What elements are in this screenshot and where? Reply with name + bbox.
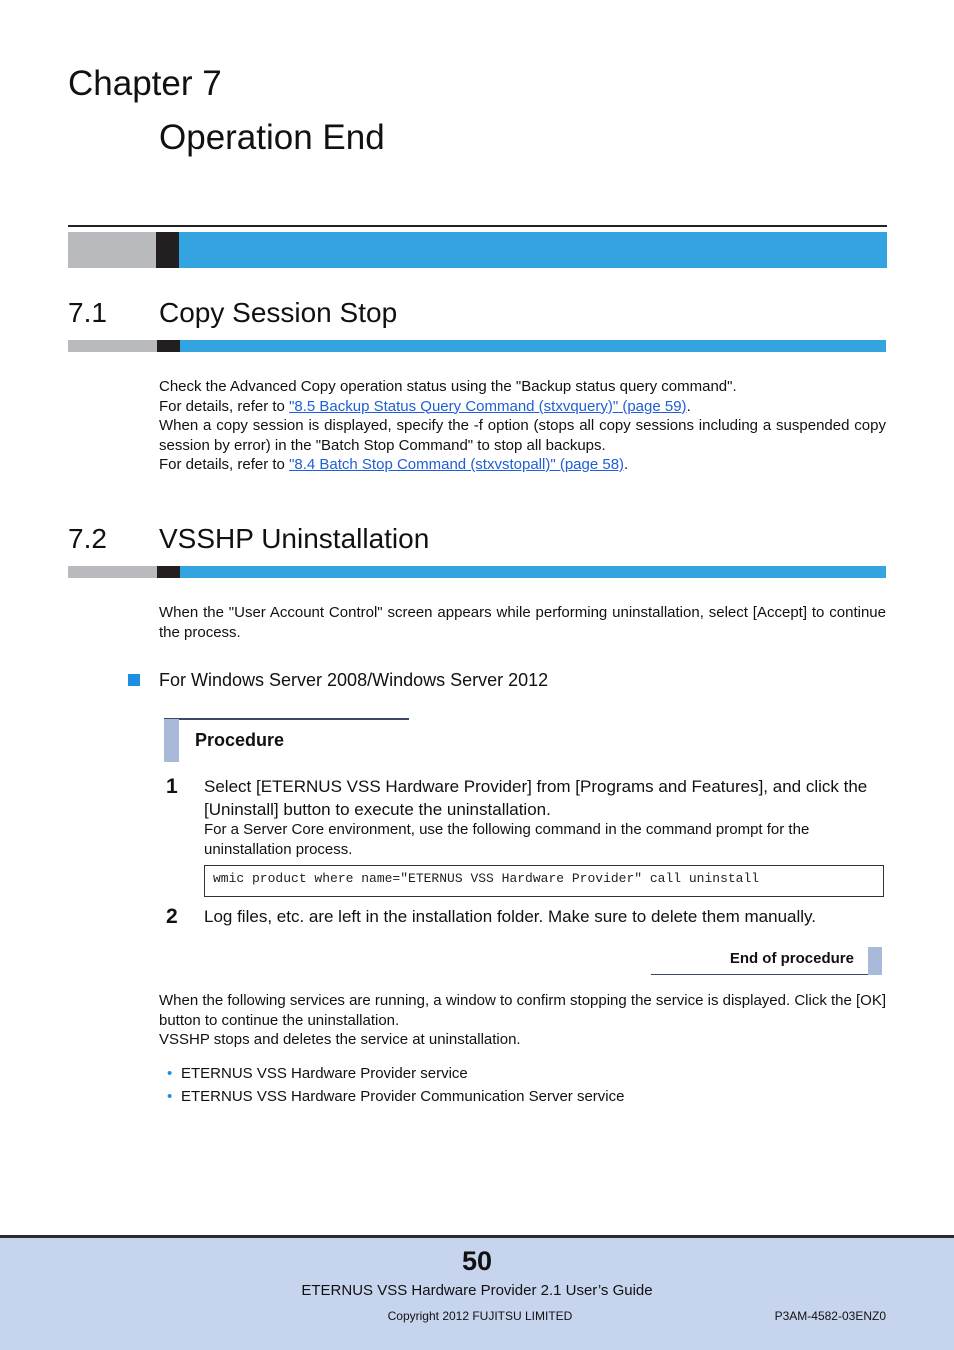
paragraph: When the following services are running, a window to confirm stopping the service is displayed. Click the [OK] button to continue the uninstallation.: [159, 992, 887, 1029]
procedure-label: Procedure: [195, 730, 285, 750]
chapter-band-black: [156, 232, 179, 268]
section-bar-gray: [68, 340, 157, 352]
end-procedure-side-bar: [868, 947, 882, 975]
section1-body: [159, 377, 886, 475]
command-code-box: wmic product where name="ETERNUS VSS Hardware Provider" call uninstall: [204, 865, 884, 897]
section-bar-black: [157, 340, 180, 352]
section-bar-blue: [180, 566, 886, 578]
footer-rule: [0, 1235, 954, 1238]
section-title: VSSHP Uninstallation: [159, 523, 430, 554]
chapter-label: Chapter 7: [68, 64, 222, 103]
section-number: 7.1: [68, 297, 107, 328]
step-text: Select [ETERNUS VSS Hardware Provider] from [Programs and Features], and click the [Uninstall] button to execute the uninstallation.: [204, 777, 868, 819]
section2-intro: [159, 603, 886, 642]
sub-heading: For Windows Server 2008/Windows Server 2012: [159, 670, 549, 690]
chapter-title: Operation End: [159, 118, 385, 157]
procedure-rule: [164, 718, 409, 720]
ref-prefix: For details, refer to: [159, 456, 290, 473]
end-procedure-rule: [651, 974, 869, 975]
paragraph: When a copy session is displayed, specify the -f option (stops all copy sessions including a suspended copy session by error) in the "Batch Stop Command" to stop all backups.: [159, 417, 886, 454]
ref-prefix: For details, refer to: [159, 397, 290, 415]
step-text: Log files, etc. are left in the installation folder. Make sure to delete them manually.: [204, 907, 817, 926]
section-bar-black: [157, 566, 180, 578]
ref-suffix: .: [686, 397, 691, 415]
copyright: Copyright 2012 FUJITSU LIMITED: [387, 1309, 573, 1323]
square-bullet-icon: [128, 674, 140, 686]
step-number: 2: [166, 905, 178, 928]
paragraph: When the "User Account Control" screen appears while performing uninstallation, select [Accept] to continue the process.: [159, 604, 886, 641]
services-body: [159, 991, 886, 1050]
section-bar-blue: [180, 340, 886, 352]
section-number: 7.2: [68, 523, 107, 554]
step-number: 1: [166, 775, 178, 798]
paragraph: Check the Advanced Copy operation status using the "Backup status query command".: [159, 378, 737, 395]
document-id: P3AM-4582-03ENZ0: [774, 1309, 886, 1323]
section-title: Copy Session Stop: [159, 297, 398, 328]
backup-status-query-link[interactable]: "8.5 Backup Status Query Command (stxvquery)" (page 59): [289, 397, 687, 415]
bullet-dot-icon: •: [167, 1088, 173, 1105]
chapter-band-gray: [68, 232, 156, 268]
step-subtext: For a Server Core environment, use the following command in the command prompt for the uninstallation process.: [204, 821, 810, 858]
list-item: ETERNUS VSS Hardware Provider Communication Server service: [181, 1088, 625, 1105]
section-bar-gray: [68, 566, 157, 578]
paragraph: [159, 397, 886, 417]
guide-title: ETERNUS VSS Hardware Provider 2.1 User’s Guide: [301, 1282, 653, 1299]
chapter-band-blue: [179, 232, 887, 268]
bullet-dot-icon: •: [167, 1065, 173, 1082]
paragraph: VSSHP stops and deletes the service at uninstallation.: [159, 1031, 521, 1048]
batch-stop-command-link[interactable]: "8.4 Batch Stop Command (stxvstopall)" (page 58): [289, 456, 625, 473]
paragraph: [159, 455, 886, 475]
chapter-rule: [68, 225, 887, 227]
end-procedure-label: End of procedure: [729, 950, 854, 967]
page-number: 50: [461, 1246, 493, 1276]
list-item: ETERNUS VSS Hardware Provider service: [181, 1065, 468, 1082]
ref-suffix: .: [624, 456, 629, 473]
procedure-side-bar: [164, 719, 179, 762]
